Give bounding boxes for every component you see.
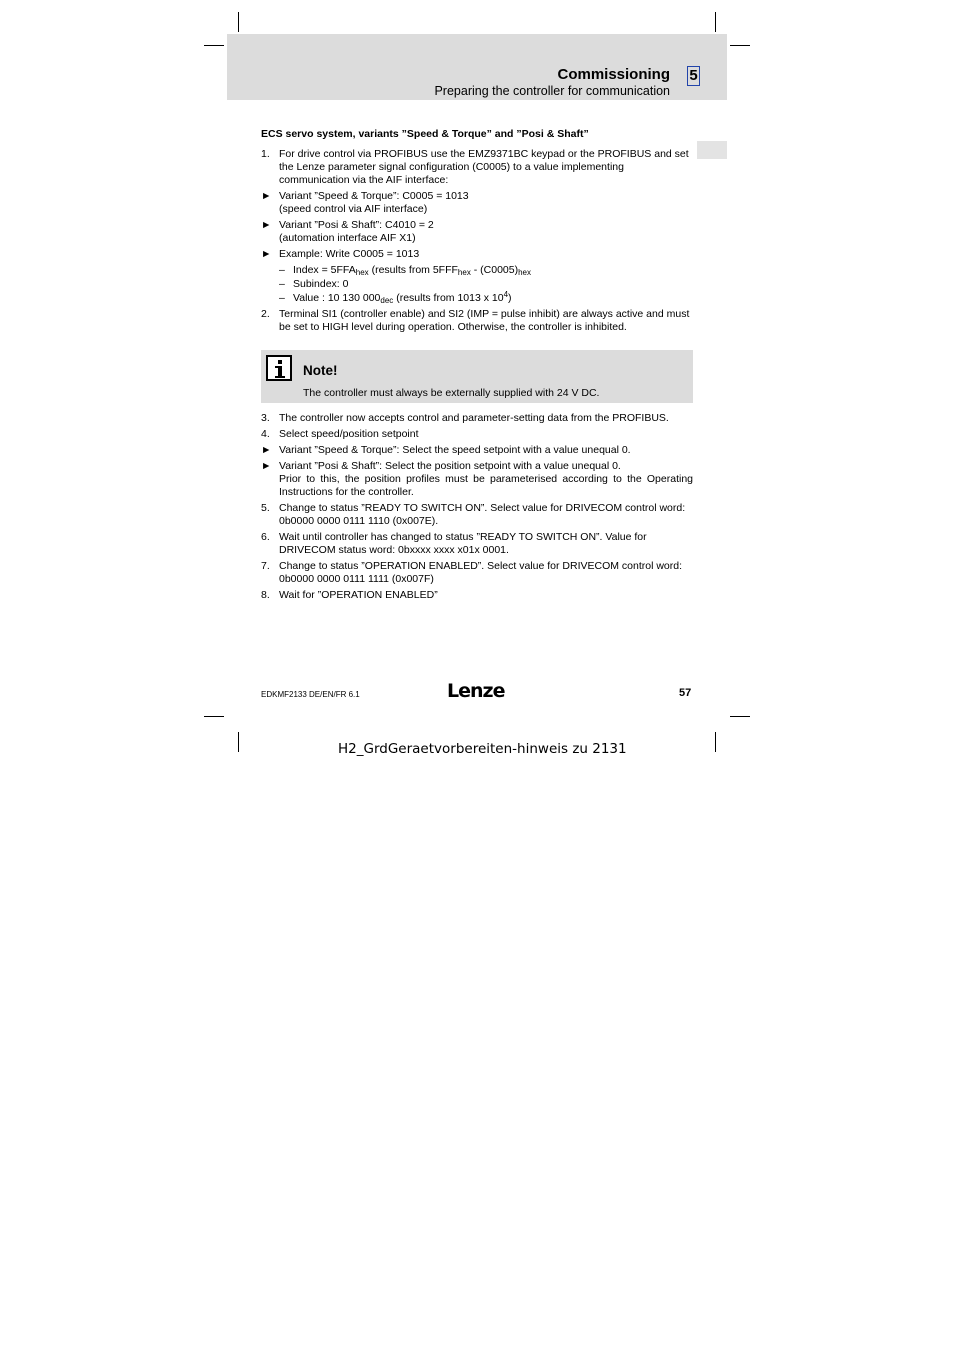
step-number: 7. <box>261 560 270 572</box>
bullet-item <box>261 219 693 245</box>
list-item-step-5 <box>261 502 693 528</box>
text-part: - (C0005) <box>470 264 519 276</box>
note-text: The controller must always be externally supplied with 24 V DC. <box>303 387 600 399</box>
arrow-bullet-icon: ► <box>261 219 272 231</box>
crop-mark <box>238 12 239 32</box>
crop-mark <box>204 45 224 46</box>
dash-bullet-icon: – <box>279 278 285 290</box>
list-item-step-2 <box>261 308 693 334</box>
subscript: hex <box>518 268 531 277</box>
arrow-bullet-icon: ► <box>261 460 272 472</box>
subscript: dec <box>380 296 394 305</box>
crop-mark <box>715 732 716 752</box>
step-text: Change to status ”READY TO SWITCH ON”. Select value for DRIVECOM control word: 0b0000 0000 0111 1110 (0x007E). <box>279 502 686 527</box>
crop-mark <box>204 716 224 717</box>
step-text: Change to status ”OPERATION ENABLED”. Select value for DRIVECOM control word: 0b0000 0000 0111 1111 (0x007F) <box>279 560 683 585</box>
bullet-line: (speed control via AIF interface) <box>279 203 428 215</box>
bullet-line: (automation interface AIF X1) <box>279 232 416 244</box>
crop-mark <box>715 12 716 32</box>
dash-bullet-icon: – <box>279 292 285 304</box>
bullet-line: Prior to this, the position profiles must be parameterised according to the Operating Instructions for the controller. <box>279 473 693 498</box>
crop-mark <box>730 45 750 46</box>
dash-text: Subindex: 0 <box>293 278 349 290</box>
list-item-step-1 <box>261 148 693 187</box>
step-text: The controller now accepts control and parameter-setting data from the PROFIBUS. <box>279 412 669 424</box>
text-part: Value : 10 130 000 <box>293 292 381 304</box>
step-text: Wait for ”OPERATION ENABLED” <box>279 589 438 601</box>
side-tab-marker <box>697 141 727 159</box>
lenze-logo: Lenze <box>447 680 505 702</box>
bullet-item <box>261 444 693 457</box>
bullet-item <box>261 248 693 261</box>
section-title: Preparing the controller for communication <box>434 84 670 98</box>
page-content <box>261 128 693 605</box>
step-number: 2. <box>261 308 270 320</box>
step-text: For drive control via PROFIBUS use the EMZ9371BC keypad or the PROFIBUS and set the Lenze parameter signal configuration (C0005) to a value implementing communication via the AIF interface: <box>279 148 689 186</box>
bullet-line: Variant ”Posi & Shaft”: C4010 = 2 <box>279 219 434 231</box>
subscript: hex <box>355 268 369 277</box>
bullet-line: Variant ”Posi & Shaft”: Select the position setpoint with a value unequal 0. <box>279 460 621 472</box>
step-number: 4. <box>261 428 270 440</box>
step-number: 1. <box>261 148 270 160</box>
list-item-step-6 <box>261 531 693 557</box>
bullet-text: Example: Write C0005 = 1013 <box>279 248 420 260</box>
bullet-line: Variant ”Speed & Torque”: C0005 = 1013 <box>279 190 469 202</box>
step-number: 6. <box>261 531 270 543</box>
dash-item-index <box>261 264 693 277</box>
text-part: (results from 1013 x 10 <box>393 292 504 304</box>
bullet-text: Variant ”Speed & Torque”: Select the speed setpoint with a value unequal 0. <box>279 444 631 456</box>
dash-bullet-icon: – <box>279 264 285 276</box>
superscript: 4 <box>503 290 509 299</box>
bottom-caption: H2_GrdGeraetvorbereiten-hinweis zu 2131 <box>338 741 627 757</box>
chapter-title: Commissioning <box>557 66 670 83</box>
crop-mark <box>730 716 750 717</box>
arrow-bullet-icon: ► <box>261 190 272 202</box>
step-text: Wait until controller has changed to status ”READY TO SWITCH ON”. Value for DRIVECOM status word: 0bxxxx xxxx x01x 0001. <box>279 531 647 556</box>
dash-item-subindex <box>261 278 693 291</box>
step-text: Select speed/position setpoint <box>279 428 419 440</box>
footer-doc-code: EDKMF2133 DE/EN/FR 6.1 <box>261 690 360 699</box>
list-item-step-8 <box>261 589 693 602</box>
text-part: Index = 5FFA <box>293 264 356 276</box>
bullet-item <box>261 460 693 499</box>
info-icon <box>266 355 292 381</box>
chapter-number-link[interactable]: 5 <box>687 66 700 86</box>
page-number: 57 <box>679 687 692 699</box>
bullet-item <box>261 190 693 216</box>
arrow-bullet-icon: ► <box>261 444 272 456</box>
list-item-step-4 <box>261 428 693 441</box>
list-item-step-7 <box>261 560 693 586</box>
sub-heading: ECS servo system, variants ”Speed & Torque” and ”Posi & Shaft” <box>261 128 589 140</box>
subscript: hex <box>457 268 471 277</box>
text-part: (results from 5FFF <box>368 264 458 276</box>
crop-mark <box>238 732 239 752</box>
text-part: ) <box>508 292 512 304</box>
step-number: 5. <box>261 502 270 514</box>
step-text: Terminal SI1 (controller enable) and SI2 (IMP = pulse inhibit) are always active and must be set to HIGH level during operation. Otherwise, the controller is inhibited. <box>279 308 690 333</box>
list-item-step-3 <box>261 412 693 425</box>
step-number: 3. <box>261 412 270 424</box>
step-number: 8. <box>261 589 270 601</box>
note-title: Note! <box>303 363 338 378</box>
arrow-bullet-icon: ► <box>261 248 272 260</box>
note-box <box>261 350 693 403</box>
dash-item-value <box>261 292 693 305</box>
